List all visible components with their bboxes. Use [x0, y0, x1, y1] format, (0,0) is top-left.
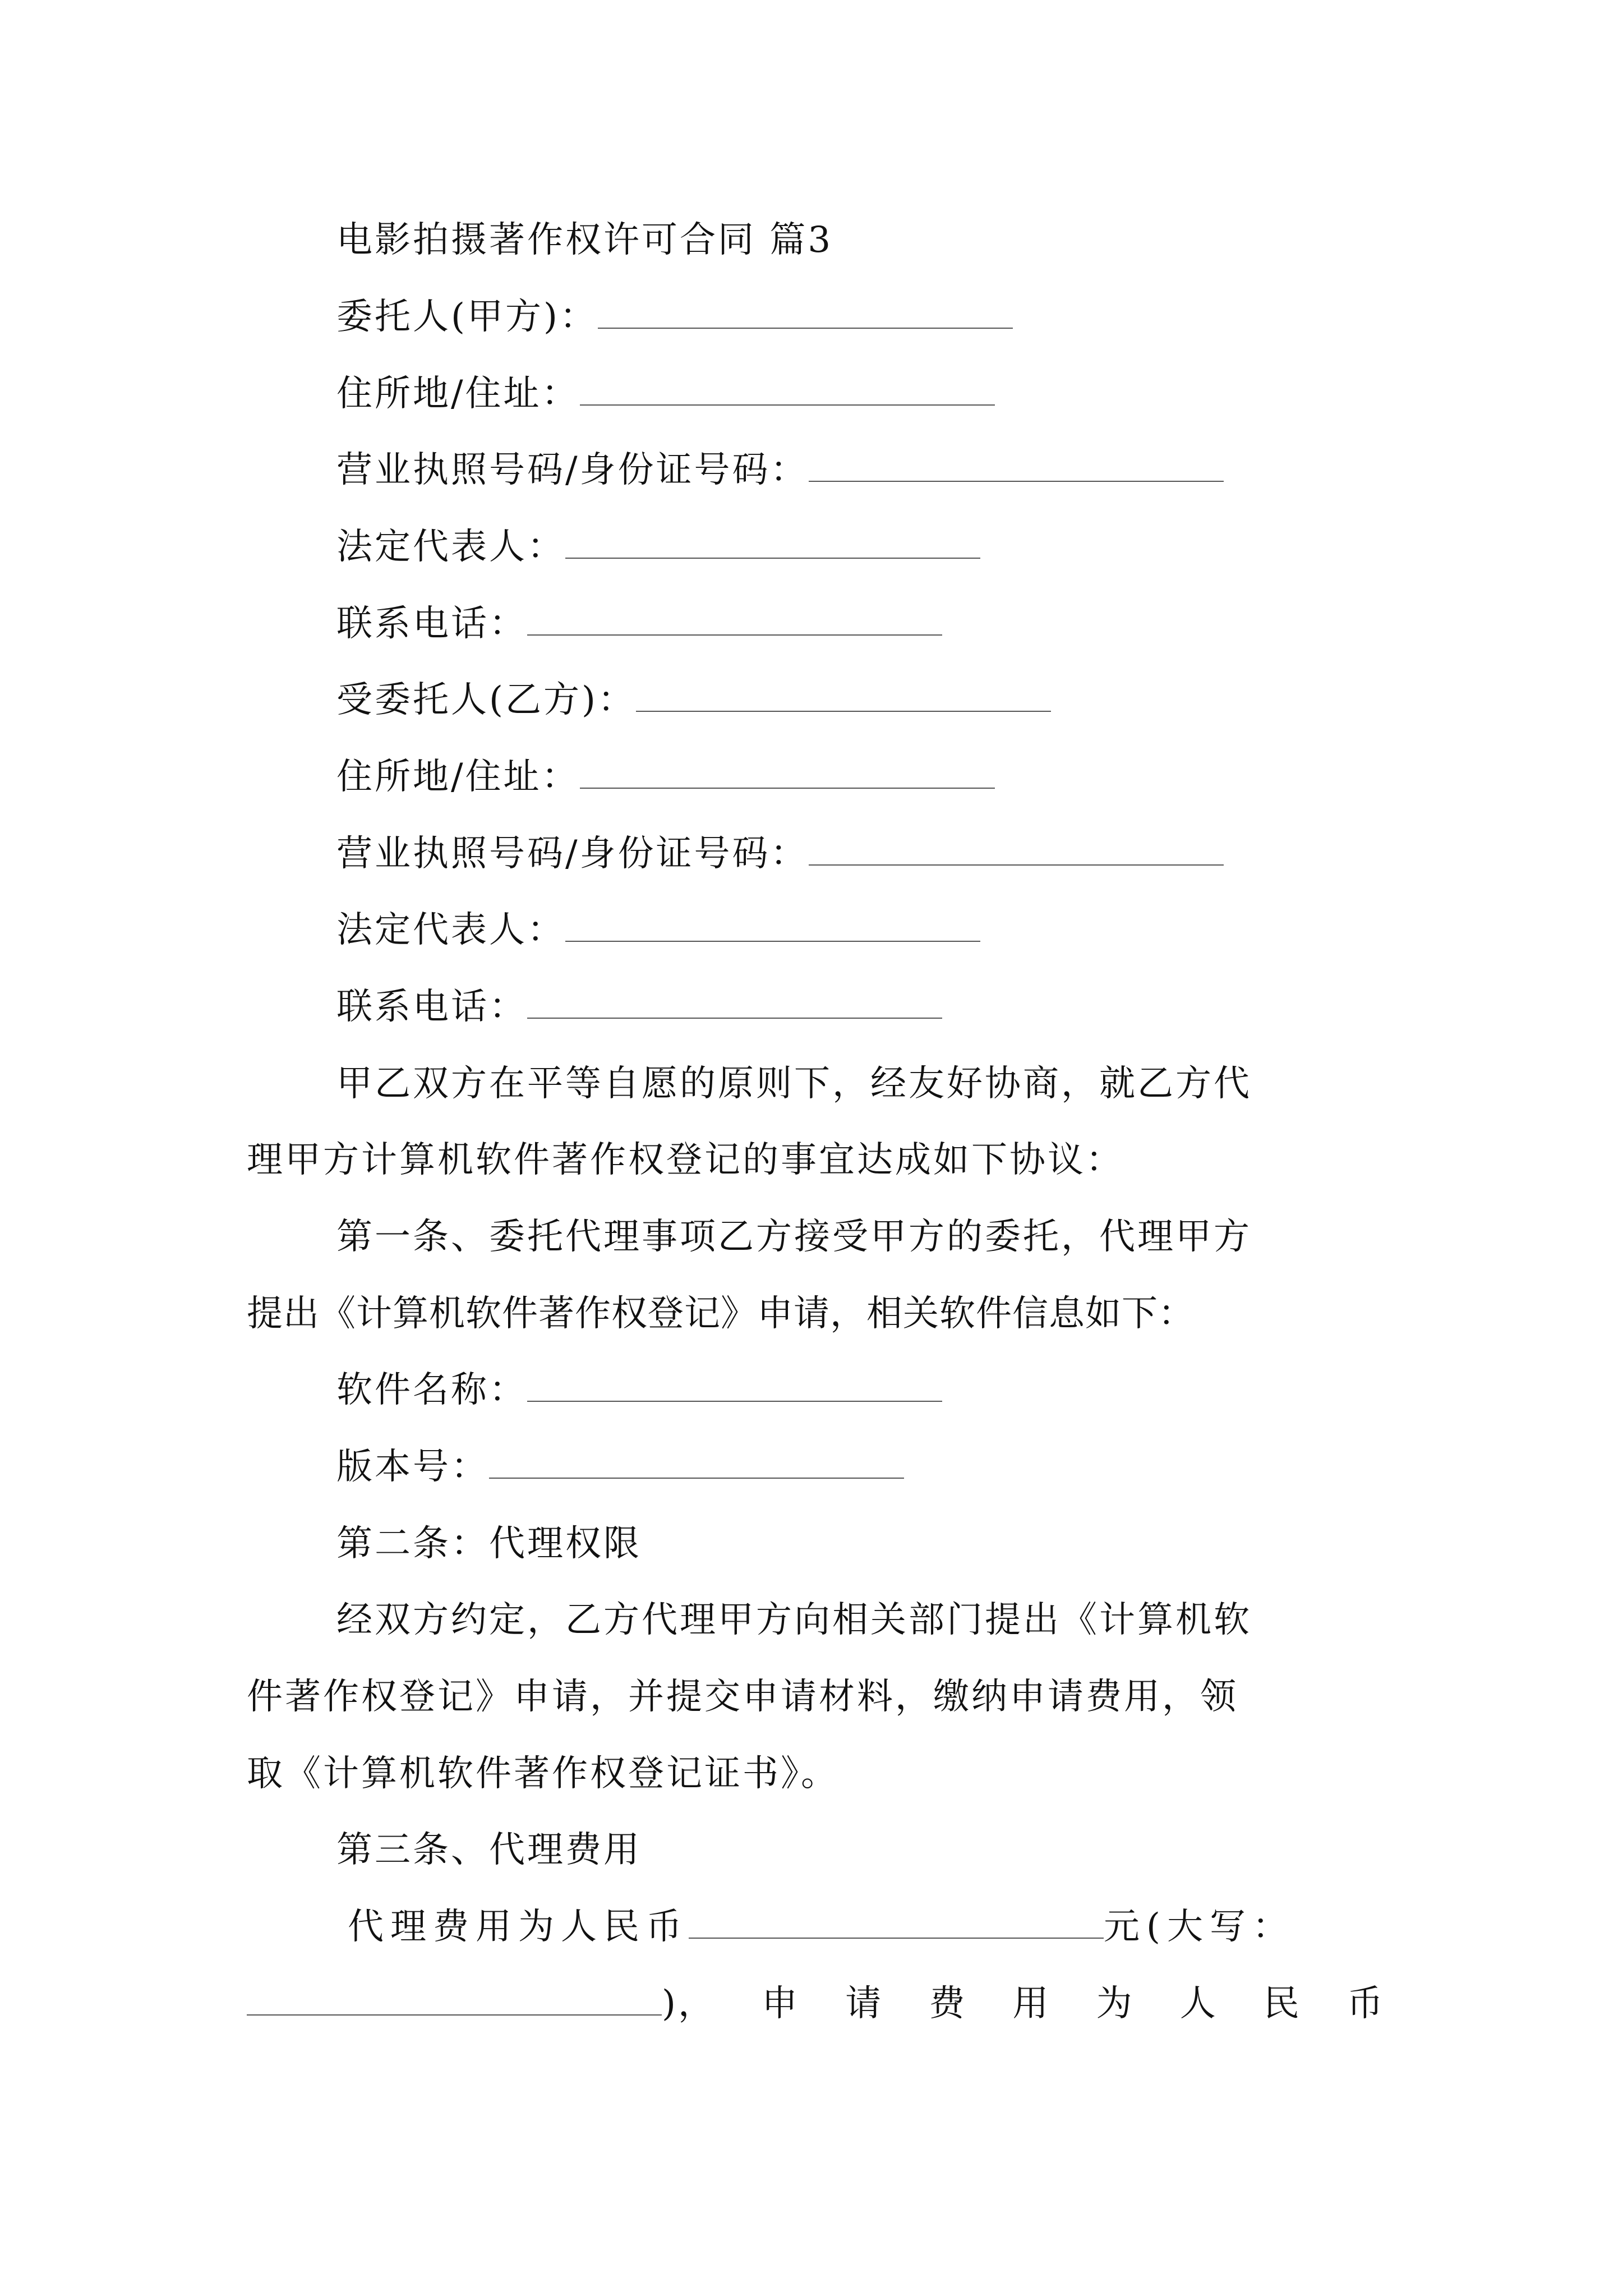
fee-amount-blank: [689, 1908, 1104, 1939]
party-a-rep-blank: [565, 528, 980, 559]
apply-fee-line: [247, 1981, 1385, 2026]
apply-char: 人: [1179, 1983, 1218, 2024]
article2-heading-line: [336, 1521, 642, 1566]
party-a-phone-blank: [527, 605, 942, 636]
article2-text-3: 取《计算机软件著作权登记证书》。: [247, 1753, 839, 1795]
party-a-address-blank: [580, 375, 995, 406]
fee-close: )，: [662, 1983, 716, 2024]
article3-heading-line: [336, 1828, 642, 1872]
fee-suffix: 元(大写：: [1104, 1906, 1295, 1948]
party-a-phone-label: 联系电话：: [336, 603, 527, 645]
party-b-address-label: 住所地/住址：: [336, 756, 580, 798]
article1-text-1: 第一条、委托代理事项乙方接受甲方的委托，代理甲方: [336, 1216, 1252, 1258]
title-text: 电影拍摄著作权许可合同 篇3: [336, 219, 833, 261]
party-a-name-blank: [598, 298, 1013, 329]
intro-text-1: 甲乙双方在平等自愿的原则下，经友好协商，就乙方代: [336, 1063, 1252, 1105]
party-b-name-blank: [636, 682, 1051, 712]
party-b-phone-line: [336, 984, 942, 1029]
article1-text-2: 提出《计算机软件著作权登记》申请，相关软件信息如下：: [247, 1293, 1195, 1335]
party-b-rep-label: 法定代表人：: [336, 909, 565, 951]
party-b-rep-blank: [565, 912, 980, 942]
party-a-heading: 委托人(甲方)：: [336, 296, 598, 338]
version-blank: [489, 1448, 904, 1479]
apply-char: 费: [929, 1983, 967, 2024]
apply-char: 申: [762, 1983, 800, 2024]
software-name-label: 软件名称：: [336, 1369, 527, 1411]
party-a-license-blank: [809, 452, 1224, 482]
party-a-address-label: 住所地/住址：: [336, 373, 580, 415]
version-line: [336, 1444, 904, 1489]
party-b-license-line: [336, 831, 1224, 876]
software-name-line: [336, 1368, 942, 1412]
party-b-phone-label: 联系电话：: [336, 986, 527, 1028]
party-a-address-line: [336, 371, 995, 416]
intro-text-2: 理甲方计算机软件著作权登记的事宜达成如下协议：: [247, 1139, 1124, 1181]
party-a-heading-line: [336, 295, 1013, 339]
intro-line-2: [247, 1138, 1124, 1182]
document-title: [336, 218, 833, 263]
party-a-rep-label: 法定代表人：: [336, 526, 565, 568]
version-label: 版本号：: [336, 1446, 489, 1488]
apply-char: 为: [1096, 1983, 1135, 2024]
party-a-license-line: [336, 448, 1224, 493]
party-a-phone-line: [336, 601, 942, 646]
article2-line-2: [247, 1674, 1238, 1719]
apply-char: 民: [1263, 1983, 1302, 2024]
party-b-heading-line: [336, 678, 1051, 723]
apply-fee-row: [247, 1981, 1385, 2026]
article2-text-1: 经双方约定，乙方代理甲方向相关部门提出《计算机软: [336, 1599, 1252, 1641]
fee-prefix: 代理费用为人民币: [348, 1906, 689, 1948]
party-b-license-blank: [809, 835, 1224, 866]
party-a-rep-line: [336, 524, 980, 569]
apply-char: 币: [1347, 1983, 1385, 2024]
article2-heading: 第二条：代理权限: [336, 1523, 642, 1565]
article2-line-1: [336, 1598, 1252, 1642]
article3-heading: 第三条、代理费用: [336, 1829, 642, 1871]
intro-line-1: [336, 1061, 1252, 1106]
apply-char: 请: [845, 1983, 884, 2024]
article2-line-3: [247, 1751, 839, 1796]
software-name-blank: [527, 1372, 942, 1402]
article2-text-2: 件著作权登记》申请，并提交申请材料，缴纳申请费用，领: [247, 1676, 1238, 1718]
article1-line-2: [247, 1291, 1195, 1336]
party-a-license-label: 营业执照号码/身份证号码：: [336, 449, 809, 491]
party-b-heading: 受委托人(乙方)：: [336, 679, 636, 721]
apply-char: 用: [1012, 1983, 1051, 2024]
party-b-license-label: 营业执照号码/身份证号码：: [336, 833, 809, 875]
party-b-address-line: [336, 754, 995, 799]
fee-uppercase-group: [247, 1981, 716, 2026]
party-b-rep-line: [336, 908, 980, 953]
fee-line: [348, 1904, 1295, 1949]
article1-line-1: [336, 1214, 1252, 1259]
party-b-address-blank: [580, 758, 995, 789]
fee-uppercase-blank: [247, 1985, 662, 2016]
party-b-phone-blank: [527, 988, 942, 1019]
